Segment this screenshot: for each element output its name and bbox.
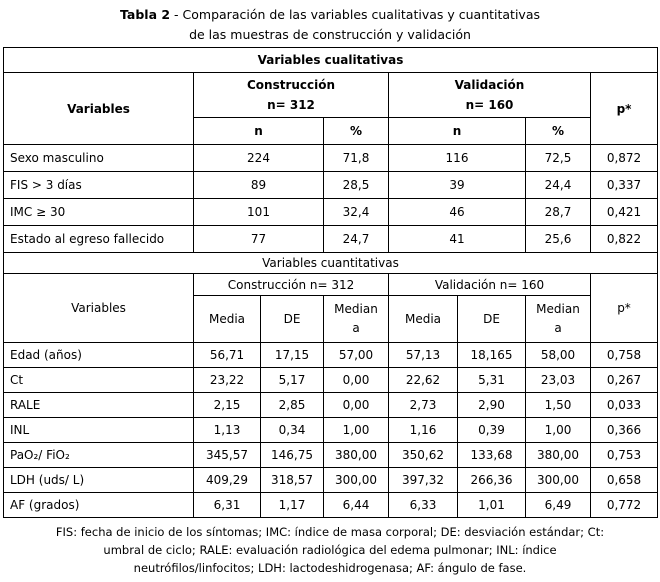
construccion-pct-value: 32,4	[324, 199, 389, 226]
variable-label: AF (grados)	[4, 493, 194, 518]
construccion-de-header: DE	[261, 296, 324, 343]
validacion-pct-header: %	[526, 118, 591, 145]
table-row	[4, 343, 658, 368]
p-value: 0,421	[591, 199, 658, 226]
footnote-line-3: neutrófilos/linfocitos; LDH: lactodeshidrogenasa; AF: ángulo de fase.	[133, 561, 527, 575]
validacion-media-value: 2,73	[389, 393, 458, 418]
construccion-de-value: 5,17	[261, 368, 324, 393]
construccion-pct-header: %	[324, 118, 389, 145]
footnote	[0, 523, 660, 577]
qualitative-validacion-header	[389, 73, 591, 118]
table-row	[4, 468, 658, 493]
variable-label: Edad (años)	[4, 343, 194, 368]
variable-label: Ct	[4, 368, 194, 393]
variable-label: Estado al egreso fallecido	[4, 226, 194, 253]
validacion-label: Validación	[454, 78, 525, 92]
validacion-media-value: 22,62	[389, 368, 458, 393]
table-row	[4, 226, 658, 253]
qualitative-variables-header: Variables	[4, 73, 194, 145]
construccion-mediana-value: 1,00	[324, 418, 389, 443]
p-value: 0,758	[591, 343, 658, 368]
construccion-pct-value: 28,5	[324, 172, 389, 199]
p-value: 0,872	[591, 145, 658, 172]
validacion-media-value: 350,62	[389, 443, 458, 468]
validacion-de-value: 0,39	[458, 418, 526, 443]
construccion-n: n= 312	[267, 98, 315, 112]
qualitative-section-title: Variables cualitativas	[4, 48, 658, 73]
validacion-de-header: DE	[458, 296, 526, 343]
validacion-n-header: n	[389, 118, 526, 145]
table-row	[4, 368, 658, 393]
validacion-de-value: 133,68	[458, 443, 526, 468]
quantitative-variables-header: Variables	[4, 274, 194, 343]
title-line-1	[0, 5, 660, 25]
p-value: 0,366	[591, 418, 658, 443]
construccion-label: Construcción	[246, 78, 336, 92]
quantitative-section-title: Variables cuantitativas	[4, 253, 658, 274]
title-line-2: de las muestras de construcción y validación	[189, 27, 471, 42]
variable-label: INL	[4, 418, 194, 443]
construccion-n-header: n	[194, 118, 324, 145]
table-title	[0, 0, 660, 45]
quantitative-construccion-header: Construcción n= 312	[194, 274, 389, 296]
construccion-de-value: 1,17	[261, 493, 324, 518]
validacion-pct-value: 28,7	[526, 199, 591, 226]
table-row	[4, 418, 658, 443]
validacion-media-value: 6,33	[389, 493, 458, 518]
variable-label: Sexo masculino	[4, 145, 194, 172]
validacion-mediana-value: 380,00	[526, 443, 591, 468]
quantitative-p-header: p*	[591, 274, 658, 343]
p-value: 0,267	[591, 368, 658, 393]
construccion-pct-value: 71,8	[324, 145, 389, 172]
validacion-media-header: Media	[389, 296, 458, 343]
variable-label: PaO₂/ FiO₂	[4, 443, 194, 468]
validacion-media-value: 57,13	[389, 343, 458, 368]
construccion-de-value: 318,57	[261, 468, 324, 493]
construccion-mediana-value: 300,00	[324, 468, 389, 493]
construccion-n-value: 224	[194, 145, 324, 172]
validacion-mediana-value: 6,49	[526, 493, 591, 518]
validacion-media-value: 1,16	[389, 418, 458, 443]
qualitative-construccion-header	[194, 73, 389, 118]
validacion-n-value: 39	[389, 172, 526, 199]
construccion-media-value: 6,31	[194, 493, 261, 518]
construccion-mediana-value: 380,00	[324, 443, 389, 468]
construccion-media-value: 1,13	[194, 418, 261, 443]
construccion-de-value: 2,85	[261, 393, 324, 418]
variable-label: IMC ≥ 30	[4, 199, 194, 226]
construccion-mediana-value: 0,00	[324, 393, 389, 418]
validacion-mediana-value: 1,00	[526, 418, 591, 443]
validacion-n-value: 116	[389, 145, 526, 172]
quantitative-validacion-header: Validación n= 160	[389, 274, 591, 296]
qualitative-section-row	[4, 48, 658, 73]
p-value: 0,772	[591, 493, 658, 518]
p-value: 0,658	[591, 468, 658, 493]
p-value: 0,753	[591, 443, 658, 468]
construccion-pct-value: 24,7	[324, 226, 389, 253]
validacion-n: n= 160	[465, 98, 514, 112]
validacion-n-value: 41	[389, 226, 526, 253]
construccion-n-value: 101	[194, 199, 324, 226]
validacion-pct-value: 72,5	[526, 145, 591, 172]
quantitative-header-row	[4, 274, 658, 296]
validacion-mediana-header: Mediana	[526, 296, 591, 343]
qualitative-p-header: p*	[591, 73, 658, 145]
construccion-media-header: Media	[194, 296, 261, 343]
construccion-media-value: 2,15	[194, 393, 261, 418]
construccion-mediana-header: Mediana	[324, 296, 389, 343]
validacion-pct-value: 25,6	[526, 226, 591, 253]
validacion-de-value: 2,90	[458, 393, 526, 418]
table-number: Tabla 2	[119, 7, 171, 22]
construccion-de-value: 146,75	[261, 443, 324, 468]
variable-label: RALE	[4, 393, 194, 418]
construccion-media-value: 56,71	[194, 343, 261, 368]
construccion-media-value: 345,57	[194, 443, 261, 468]
validacion-de-value: 1,01	[458, 493, 526, 518]
construccion-n-value: 77	[194, 226, 324, 253]
footnote-line-2: umbral de ciclo; RALE: evaluación radiológica del edema pulmonar; INL: índice	[103, 543, 557, 557]
construccion-media-value: 409,29	[194, 468, 261, 493]
variable-label: FIS > 3 días	[4, 172, 194, 199]
qualitative-header-row	[4, 73, 658, 118]
construccion-n-value: 89	[194, 172, 324, 199]
validacion-mediana-value: 1,50	[526, 393, 591, 418]
validacion-de-value: 5,31	[458, 368, 526, 393]
table-row	[4, 443, 658, 468]
quantitative-section-row	[4, 253, 658, 274]
validacion-n-value: 46	[389, 199, 526, 226]
validacion-pct-value: 24,4	[526, 172, 591, 199]
construccion-de-value: 17,15	[261, 343, 324, 368]
validacion-mediana-value: 23,03	[526, 368, 591, 393]
p-value: 0,337	[591, 172, 658, 199]
p-value: 0,822	[591, 226, 658, 253]
comparison-table	[3, 47, 658, 518]
construccion-media-value: 23,22	[194, 368, 261, 393]
validacion-de-value: 18,165	[458, 343, 526, 368]
construccion-mediana-value: 6,44	[324, 493, 389, 518]
validacion-mediana-value: 300,00	[526, 468, 591, 493]
variable-label: LDH (uds/ L)	[4, 468, 194, 493]
title-text: - Comparación de las variables cualitativas y cuantitativas	[174, 7, 541, 22]
p-value: 0,033	[591, 393, 658, 418]
table-row	[4, 493, 658, 518]
validacion-de-value: 266,36	[458, 468, 526, 493]
construccion-de-value: 0,34	[261, 418, 324, 443]
table-row	[4, 199, 658, 226]
construccion-mediana-value: 0,00	[324, 368, 389, 393]
validacion-media-value: 397,32	[389, 468, 458, 493]
table-row	[4, 145, 658, 172]
footnote-line-1: FIS: fecha de inicio de los síntomas; IMC: índice de masa corporal; DE: desviación estándar; Ct:	[55, 525, 605, 539]
table-row	[4, 172, 658, 199]
construccion-mediana-value: 57,00	[324, 343, 389, 368]
validacion-mediana-value: 58,00	[526, 343, 591, 368]
table-row	[4, 393, 658, 418]
